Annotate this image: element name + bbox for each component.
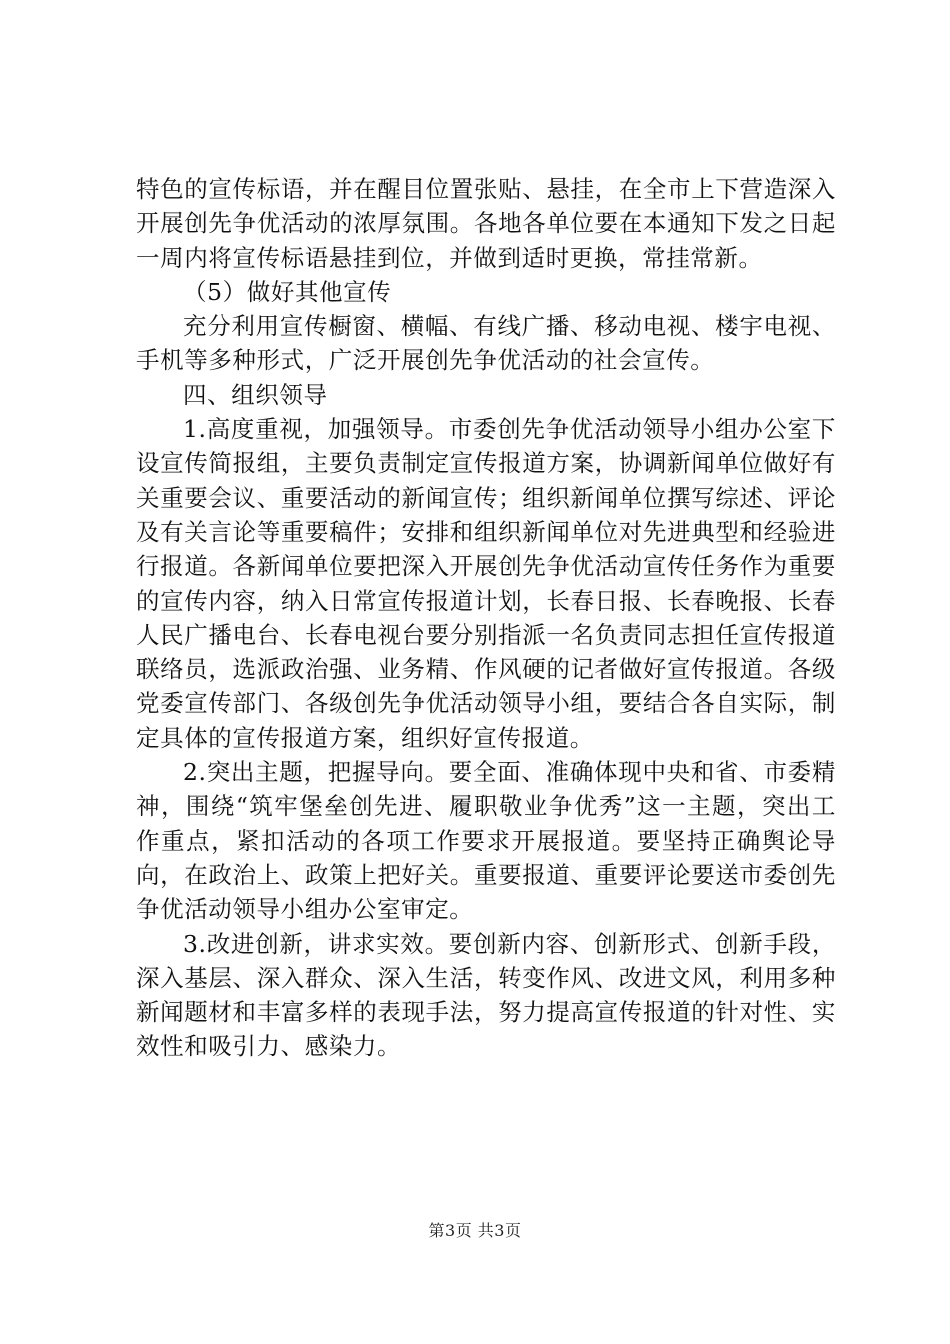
document-body <box>136 172 836 1064</box>
paragraph-other-publicity: 充分利用宣传橱窗、横幅、有线广播、移动电视、楼宇电视、手机等多种形式，广泛开展创先争优活动的社会宣传。 <box>136 312 836 375</box>
paragraph-item-3: 3.改进创新，讲求实效。要创新内容、创新形式、创新手段，深入基层、深入群众、深入生活，转变作风、改进文风，利用多种新闻题材和丰富多样的表现手法，努力提高宣传报道的针对性、实效性和吸引力、感染力。 <box>136 929 836 1061</box>
page-footer: 第3页 共3页 <box>428 1221 522 1240</box>
subheading-other-publicity: （5）做好其他宣传 <box>183 277 392 306</box>
paragraph-continuation: 特色的宣传标语，并在醒目位置张贴、悬挂，在全市上下营造深入开展创先争优活动的浓厚氛围。各地各单位要在本通知下发之日起一周内将宣传标语悬挂到位，并做到适时更换，常挂常新。 <box>136 175 836 272</box>
section-heading-organization: 四、组织领导 <box>183 380 328 409</box>
paragraph-item-2: 2.突出主题，把握导向。要全面、准确体现中央和省、市委精神，围绕“筑牢堡垒创先进、履职敬业争优秀”这一主题，突出工作重点，紧扣活动的各项工作要求开展报道。要坚持正确舆论导向，在政治上、政策上把好关。重要报道、重要评论要送市委创先争优活动领导小组办公室审定。 <box>136 758 836 924</box>
paragraph-item-1: 1.高度重视，加强领导。市委创先争优活动领导小组办公室下设宣传简报组，主要负责制定宣传报道方案，协调新闻单位做好有关重要会议、重要活动的新闻宣传；组织新闻单位撰写综述、评论及有关言论等重要稿件；安排和组织新闻单位对先进典型和经验进行报道。各新闻单位要把深入开展创先争优活动宣传任务作为重要的宣传内容，纳入日常宣传报道计划，长春日报、长春晚报、长春人民广播电台、长春电视台要分别指派一名负责同志担任宣传报道联络员，选派政治强、业务精、作风硬的记者做好宣传报道。各级党委宣传部门、各级创先争优活动领导小组，要结合各自实际，制定具体的宣传报道方案，组织好宣传报道。 <box>136 415 836 752</box>
